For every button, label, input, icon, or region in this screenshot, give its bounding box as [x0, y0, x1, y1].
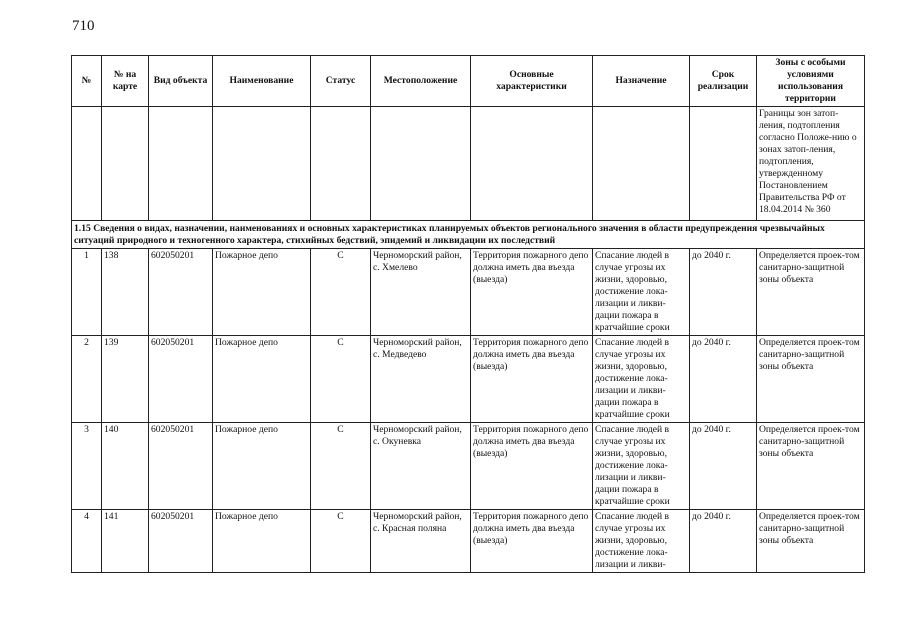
row-purpose: Спасание людей в случае угрозы их жизни, здоровью, достижение лока-лизации и ликви-дации пожара в кратчайшие сроки [593, 249, 690, 336]
header-object-type: Вид объекта [149, 56, 213, 107]
row-map-num: 140 [102, 423, 149, 510]
table-row [72, 423, 865, 510]
row-object-type: 602050201 [149, 423, 213, 510]
row-status: С [311, 336, 371, 423]
header-characteristics: Основные характеристики [471, 56, 593, 107]
row-purpose: Спасание людей в случае угрозы их жизни, здоровью, достижение лока-лизации и ликви-дации пожара в кратчайшие сроки [593, 336, 690, 423]
row-object-type: 602050201 [149, 510, 213, 573]
row-zones: Определяется проек-том санитарно-защитной зоны объекта [757, 249, 865, 336]
row-name: Пожарное депо [213, 510, 311, 573]
row-zones: Определяется проек-том санитарно-защитной зоны объекта [757, 336, 865, 423]
row-num: 3 [72, 423, 102, 510]
row-location: Черноморский район, с. Окуневка [371, 423, 471, 510]
table-row [72, 107, 865, 221]
page-number: 710 [72, 18, 95, 34]
section-heading-row [72, 221, 865, 249]
row-name: Пожарное депо [213, 423, 311, 510]
row-purpose: Спасание людей в случае угрозы их жизни, здоровью, достижение лока-лизации и ликви- [593, 510, 690, 573]
header-term: Срок реализации [690, 56, 757, 107]
section-title: 1.15 Сведения о видах, назначении, наименованиях и основных характеристиках планируемых объектов регионального значения в области предупреждения чрезвычайных ситуаций природного и техногенного характера, стихийных бедствий, эпидемий и ликвидации их последствий [72, 221, 865, 249]
row-term: до 2040 г. [690, 510, 757, 573]
row-num: 2 [72, 336, 102, 423]
row-characteristics: Территория пожарного депо должна иметь два въезда (выезда) [471, 336, 593, 423]
row-map-num: 139 [102, 336, 149, 423]
row-location: Черноморский район, с. Медведево [371, 336, 471, 423]
header-location: Местоположение [371, 56, 471, 107]
row-term: до 2040 г. [690, 249, 757, 336]
row-map-num: 141 [102, 510, 149, 573]
row-characteristics: Территория пожарного депо должна иметь два въезда (выезда) [471, 510, 593, 573]
row-zones: Определяется проек-том санитарно-защитной зоны объекта [757, 510, 865, 573]
row-object-type: 602050201 [149, 336, 213, 423]
header-name: Наименование [213, 56, 311, 107]
row-num: 4 [72, 510, 102, 573]
row-map-num: 138 [102, 249, 149, 336]
header-zones: Зоны с особыми условиями использования территории [757, 56, 865, 107]
header-purpose: Назначение [593, 56, 690, 107]
row-num: 1 [72, 249, 102, 336]
table-row [72, 249, 865, 336]
row-term: до 2040 г. [690, 423, 757, 510]
row-status: С [311, 510, 371, 573]
header-status: Статус [311, 56, 371, 107]
row-status: С [311, 249, 371, 336]
table-header-row [72, 56, 865, 107]
row-term: до 2040 г. [690, 336, 757, 423]
row-name: Пожарное депо [213, 249, 311, 336]
row-zones: Определяется проек-том санитарно-защитной зоны объекта [757, 423, 865, 510]
table-row [72, 510, 865, 573]
row-status: С [311, 423, 371, 510]
row-characteristics: Территория пожарного депо должна иметь два въезда (выезда) [471, 423, 593, 510]
row-location: Черноморский район, с. Красная поляна [371, 510, 471, 573]
table-row [72, 336, 865, 423]
row-location: Черноморский район, с. Хмелево [371, 249, 471, 336]
row-purpose: Спасание людей в случае угрозы их жизни, здоровью, достижение лока-лизации и ликви-дации пожара в кратчайшие сроки [593, 423, 690, 510]
row-characteristics: Территория пожарного депо должна иметь два въезда (выезда) [471, 249, 593, 336]
row-object-type: 602050201 [149, 249, 213, 336]
objects-table [71, 55, 865, 573]
row-name: Пожарное депо [213, 336, 311, 423]
flood-zones-note: Границы зон затоп-ления, подтопления согласно Положе-нию о зонах затоп-ления, подтопления, утвержденному Постановлением Правительства РФ от 18.04.2014 № 360 [757, 107, 865, 221]
header-num: № [72, 56, 102, 107]
header-map-num: № на карте [102, 56, 149, 107]
